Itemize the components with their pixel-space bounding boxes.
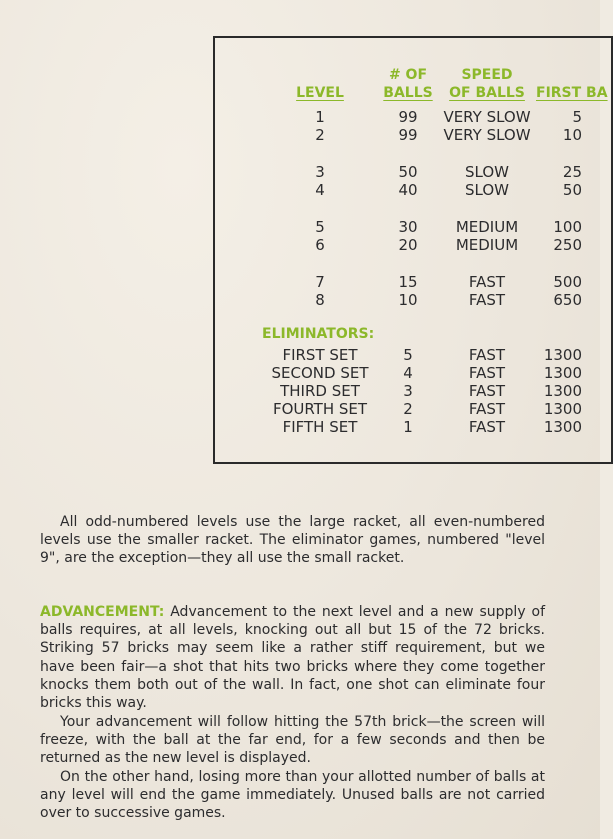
level-7-score: 500 (553, 273, 582, 291)
level-8-balls: 10 (398, 291, 418, 309)
elim-1-set: FIRST SET (282, 346, 358, 364)
elim-1-speed: FAST (468, 346, 506, 364)
elim-4-balls: 2 (403, 400, 413, 418)
eliminators-title: ELIMINATORS: (262, 326, 375, 342)
elim-5-speed: FAST (468, 418, 506, 436)
level-4-speed: SLOW (465, 181, 509, 199)
elim-4-speed: FAST (468, 400, 506, 418)
level-2-speed: VERY SLOW (443, 126, 531, 144)
elim-3-balls: 3 (403, 382, 413, 400)
level-5-speed: MEDIUM (455, 218, 519, 236)
level-6-balls: 20 (398, 236, 418, 254)
level-6-score: 250 (553, 236, 582, 254)
level-1-score: 5 (572, 108, 582, 126)
level-2-score: 10 (562, 126, 582, 144)
header-speed-line1: SPEED (461, 67, 513, 83)
header-first-ball: FIRST BA (536, 85, 608, 101)
level-7-balls: 15 (398, 273, 418, 291)
level-1-level: 1 (315, 108, 325, 126)
header-balls-line1: # OF (388, 67, 428, 83)
level-8-level: 8 (315, 291, 325, 309)
level-8-score: 650 (553, 291, 582, 309)
advancement-body: Advancement to the next level and a new supply of balls requires, at all levels, knocking out all but 15 of the 72 bricks. Striking 57 bricks may seem like a rather stiff requirement, but we have been fair—a shot that hits two bricks where they come together knocks them both out of the wall. In fact, one shot can eliminate four bricks this way. (40, 604, 545, 712)
level-6-level: 6 (315, 236, 325, 254)
elim-2-speed: FAST (468, 364, 506, 382)
elim-5-set: FIFTH SET (282, 418, 358, 436)
level-3-speed: SLOW (465, 163, 509, 181)
elim-5-score: 1300 (543, 418, 582, 436)
elim-4-set: FOURTH SET (272, 400, 368, 418)
level-5-score: 100 (553, 218, 582, 236)
level-2-balls: 99 (398, 126, 418, 144)
level-4-level: 4 (315, 181, 325, 199)
header-balls-line2: BALLS (383, 85, 433, 101)
header-speed-line2: OF BALLS (449, 85, 525, 101)
level-3-level: 3 (315, 163, 325, 181)
level-5-level: 5 (315, 218, 325, 236)
level-8-speed: FAST (468, 291, 506, 309)
level-7-level: 7 (315, 273, 325, 291)
elim-3-score: 1300 (543, 382, 582, 400)
elim-4-score: 1300 (543, 400, 582, 418)
advancement-detail-paragraph: Your advancement will follow hitting the 57th brick—the screen will freeze, with the ball at the far end, for a few seconds and then be returned as the new level is displayed. (40, 714, 545, 767)
level-3-balls: 50 (398, 163, 418, 181)
level-6-speed: MEDIUM (455, 236, 519, 254)
losing-balls-paragraph: On the other hand, losing more than your allotted number of balls at any level will end the game immediately. Unused balls are not carried over to successive games. (40, 769, 545, 822)
elim-2-set: SECOND SET (271, 364, 369, 382)
elim-3-set: THIRD SET (280, 382, 360, 400)
advancement-label: ADVANCEMENT: (40, 604, 165, 620)
elim-2-balls: 4 (403, 364, 413, 382)
level-1-balls: 99 (398, 108, 418, 126)
level-4-balls: 40 (398, 181, 418, 199)
racket-paragraph: All odd-numbered levels use the large racket, all even-numbered levels use the smaller racket. The eliminator games, numbered "level 9", are the exception—they all use the small racket. (40, 514, 545, 567)
level-7-speed: FAST (468, 273, 506, 291)
level-1-speed: VERY SLOW (443, 108, 531, 126)
level-4-score: 50 (562, 181, 582, 199)
level-5-balls: 30 (398, 218, 418, 236)
level-2-level: 2 (315, 126, 325, 144)
advancement-paragraph (40, 603, 545, 712)
elim-3-speed: FAST (468, 382, 506, 400)
elim-1-score: 1300 (543, 346, 582, 364)
elim-5-balls: 1 (403, 418, 413, 436)
elim-2-score: 1300 (543, 364, 582, 382)
header-level: LEVEL (296, 85, 344, 101)
elim-1-balls: 5 (403, 346, 413, 364)
level-3-score: 25 (562, 163, 582, 181)
